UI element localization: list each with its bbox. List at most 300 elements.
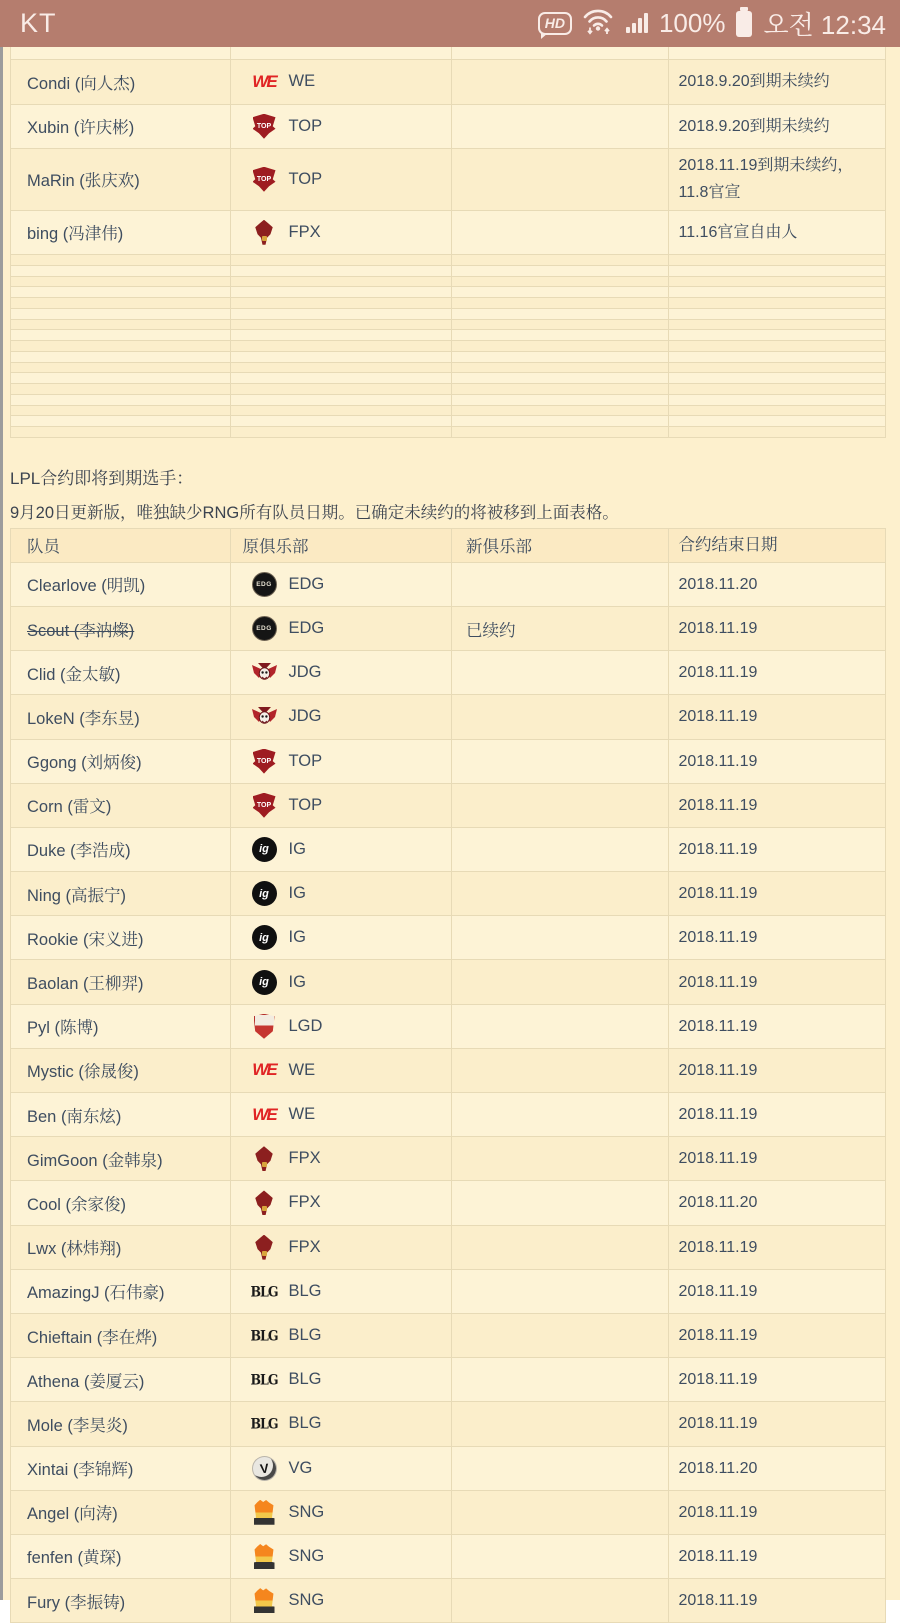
table-row xyxy=(11,695,885,739)
empty-table-row xyxy=(11,255,885,266)
confirmed-unrenewed-table xyxy=(10,47,886,438)
contract-end-cell xyxy=(669,105,885,149)
table-row xyxy=(11,563,885,607)
empty-cell xyxy=(11,384,231,394)
status-bar xyxy=(0,0,900,47)
player-name-cell xyxy=(11,916,231,959)
team-abbrev: FPX xyxy=(288,222,321,241)
empty-cell xyxy=(11,406,231,416)
empty-cell xyxy=(11,341,231,351)
new-club-cell xyxy=(452,563,669,606)
empty-table-row xyxy=(11,330,885,341)
contract-end-cell xyxy=(669,1535,885,1578)
contract-end-text: 2018.11.19 xyxy=(678,752,758,770)
contract-end-text: 2018.11.19 xyxy=(678,1061,758,1079)
table-row xyxy=(11,1402,885,1446)
page-scroll-area[interactable] xyxy=(0,47,900,1623)
battery-icon xyxy=(736,11,752,37)
sng-logo-icon xyxy=(251,1499,278,1526)
table-row xyxy=(11,916,885,960)
top-logo-icon: TOP xyxy=(251,748,278,775)
empty-table-row xyxy=(11,373,885,384)
table-row xyxy=(11,1535,885,1579)
contract-end-cell xyxy=(669,1491,885,1534)
empty-cell xyxy=(669,395,885,405)
player-name-cell xyxy=(11,651,231,694)
new-club-cell xyxy=(452,1579,669,1622)
player-name-cell xyxy=(11,1402,231,1445)
player-name: Fury (李振铸) xyxy=(27,1593,126,1612)
table-row xyxy=(11,872,885,916)
team-abbrev: TOP xyxy=(288,795,323,814)
player-name: Chieftain (李在烨) xyxy=(27,1328,158,1347)
contract-end-text: 2018.11.19 xyxy=(678,1371,758,1389)
contract-end-text: 2018.11.20 xyxy=(678,1194,758,1212)
team-abbrev: FPX xyxy=(288,1149,321,1168)
former-club-cell xyxy=(231,916,453,959)
former-club-cell xyxy=(231,1402,453,1445)
blg-logo-icon: BLG xyxy=(250,1282,278,1300)
empty-cell xyxy=(11,277,231,287)
table-row xyxy=(11,784,885,828)
new-club-cell xyxy=(452,1447,669,1490)
contract-end-cell xyxy=(669,211,885,255)
contract-end-text: 2018.11.19 xyxy=(678,1547,758,1565)
contract-end-cell xyxy=(669,607,885,650)
team-abbrev: SNG xyxy=(288,1502,325,1521)
table-row xyxy=(11,1093,885,1137)
new-club-cell xyxy=(452,211,669,255)
new-club-cell xyxy=(452,1358,669,1401)
contract-end-text: 2018.11.19 xyxy=(678,1592,758,1610)
contract-end-text: 2018.11.19 xyxy=(678,708,758,726)
fpx-logo-icon xyxy=(251,1145,278,1172)
player-name-cell xyxy=(11,828,231,871)
contract-end-text: 2018.11.19 xyxy=(678,929,758,947)
player-name-cell xyxy=(11,1491,231,1534)
new-club-cell xyxy=(452,1491,669,1534)
former-club-cell xyxy=(231,211,453,255)
empty-cell xyxy=(11,352,231,362)
new-club-cell xyxy=(452,695,669,738)
team-abbrev: LGD xyxy=(288,1016,323,1035)
contract-end-column-header xyxy=(669,529,885,562)
contract-end-text: 2018.9.20到期未续约 xyxy=(678,117,830,135)
contract-end-cell xyxy=(669,740,885,783)
contract-end-text: 2018.11.19 xyxy=(678,1150,758,1168)
former-club-cell xyxy=(231,1314,453,1357)
empty-cell xyxy=(11,363,231,373)
player-name-cell xyxy=(11,1226,231,1269)
player-name-cell xyxy=(11,1447,231,1490)
former-club-cell xyxy=(231,105,453,149)
empty-table-row xyxy=(11,309,885,320)
empty-cell xyxy=(231,266,453,276)
hd-label: HD xyxy=(544,15,565,31)
we-logo-icon: WE xyxy=(252,71,276,91)
player-name-cell xyxy=(11,960,231,1003)
contract-end-cell xyxy=(669,1093,885,1136)
team-abbrev: TOP xyxy=(288,751,323,770)
empty-cell xyxy=(669,320,885,330)
empty-cell xyxy=(669,373,885,383)
contract-end-text: 2018.11.19到期未续约，11.8官宣 xyxy=(678,157,854,202)
empty-cell xyxy=(231,363,453,373)
empty-cell xyxy=(231,406,453,416)
former-club-cell xyxy=(231,563,453,606)
table-row xyxy=(11,828,885,872)
table-row xyxy=(11,1181,885,1225)
team-abbrev: FPX xyxy=(288,1237,321,1256)
top-logo-icon: TOP xyxy=(251,166,278,193)
contract-end-text: 2018.11.19 xyxy=(678,1106,758,1124)
player-name: Rookie (宋义进) xyxy=(27,930,144,949)
column-header-label: 原俱乐部 xyxy=(242,538,309,557)
former-club-cell xyxy=(231,1491,453,1534)
empty-cell xyxy=(231,287,453,297)
team-abbrev: IG xyxy=(288,839,306,858)
contract-end-text: 2018.11.19 xyxy=(678,973,758,991)
former-club-cell xyxy=(231,740,453,783)
player-name: Lwx (林炜翔) xyxy=(27,1240,122,1259)
column-header-label: 合约结束日期 xyxy=(678,535,778,554)
former-club-cell xyxy=(231,1447,453,1490)
empty-cell xyxy=(452,255,669,265)
empty-cell xyxy=(669,298,885,308)
player-name-cell xyxy=(11,740,231,783)
contract-end-cell xyxy=(669,1358,885,1401)
team-abbrev: FPX xyxy=(288,1193,321,1212)
empty-cell xyxy=(11,255,231,265)
new-club-cell xyxy=(452,1137,669,1180)
player-name-cell xyxy=(11,1579,231,1622)
former-club-cell xyxy=(231,1579,453,1622)
player-name-cell xyxy=(11,60,231,104)
empty-table-row xyxy=(11,47,885,60)
empty-cell xyxy=(669,255,885,265)
player-name: Scout (李汭燦) xyxy=(27,621,135,640)
contract-end-cell xyxy=(669,1226,885,1269)
player-name-cell xyxy=(11,784,231,827)
player-name: AmazingJ (石伟豪) xyxy=(27,1284,165,1303)
contract-end-text: 11.16官宣自由人 xyxy=(678,223,798,241)
former-club-cell xyxy=(231,784,453,827)
player-name: Duke (李浩成) xyxy=(27,842,131,861)
player-name: Mystic (徐晟俊) xyxy=(27,1063,139,1082)
empty-cell xyxy=(11,47,231,59)
team-abbrev: IG xyxy=(288,884,306,903)
empty-table-row xyxy=(11,406,885,417)
former-club-column-header xyxy=(231,529,452,562)
team-abbrev: IG xyxy=(288,972,306,991)
ig-logo-icon: ig xyxy=(251,924,278,951)
table-row xyxy=(11,1226,885,1270)
empty-cell xyxy=(231,352,453,362)
team-abbrev: EDG xyxy=(288,619,325,638)
empty-table-row xyxy=(11,395,885,406)
status-bar-icons xyxy=(538,5,886,42)
empty-cell xyxy=(452,363,669,373)
player-name: Baolan (王柳羿) xyxy=(27,975,144,994)
contract-end-cell xyxy=(669,828,885,871)
player-name: Xintai (李锦辉) xyxy=(27,1461,134,1480)
empty-cell xyxy=(231,416,453,426)
empty-cell xyxy=(452,406,669,416)
former-club-cell xyxy=(231,1358,453,1401)
blg-logo-icon: BLG xyxy=(250,1326,278,1345)
contract-end-cell xyxy=(669,1447,885,1490)
vg-logo-icon: V xyxy=(251,1455,278,1482)
empty-cell xyxy=(452,320,669,330)
player-name: Mole (李昊炎) xyxy=(27,1416,128,1435)
lgd-logo-icon xyxy=(251,1013,278,1040)
clock: 오전 12:34 xyxy=(763,10,886,40)
empty-cell xyxy=(11,266,231,276)
player-name-cell xyxy=(11,1535,231,1578)
empty-table-row xyxy=(11,416,885,427)
player-name: fenfen (黄琛) xyxy=(27,1549,122,1568)
new-club-cell xyxy=(452,1049,669,1092)
we-logo-icon: WE xyxy=(252,1104,276,1124)
empty-cell xyxy=(231,255,453,265)
sng-logo-icon xyxy=(251,1587,278,1614)
top-logo-icon: TOP xyxy=(251,792,278,819)
contract-end-cell xyxy=(669,695,885,738)
former-club-cell xyxy=(231,607,453,650)
contract-end-cell xyxy=(669,149,885,210)
new-club-cell xyxy=(452,651,669,694)
team-abbrev: SNG xyxy=(288,1591,325,1610)
contract-end-cell xyxy=(669,872,885,915)
column-header-label: 队员 xyxy=(27,538,60,557)
empty-table-row xyxy=(11,384,885,395)
empty-cell xyxy=(452,277,669,287)
contract-end-text: 2018.11.19 xyxy=(678,1327,758,1345)
contract-end-cell xyxy=(669,1402,885,1445)
empty-cell xyxy=(231,309,453,319)
empty-cell xyxy=(11,320,231,330)
empty-cell xyxy=(669,384,885,394)
player-name-cell xyxy=(11,1049,231,1092)
new-club-cell xyxy=(452,916,669,959)
empty-cell xyxy=(669,427,885,437)
former-club-cell xyxy=(231,1049,453,1092)
player-name-cell xyxy=(11,872,231,915)
empty-table-row xyxy=(11,320,885,331)
empty-cell xyxy=(231,47,453,59)
empty-cell xyxy=(669,406,885,416)
top-logo-icon: TOP xyxy=(251,113,278,140)
former-club-cell xyxy=(231,1535,453,1578)
contract-end-text: 2018.11.19 xyxy=(678,885,758,903)
empty-cell xyxy=(452,416,669,426)
player-name: Clid (金太敏) xyxy=(27,665,121,684)
new-club-cell xyxy=(452,105,669,149)
empty-cell xyxy=(452,341,669,351)
empty-table-row xyxy=(11,341,885,352)
empty-cell xyxy=(669,341,885,351)
edg-logo-icon: EDG xyxy=(251,571,278,598)
empty-cell xyxy=(669,330,885,340)
blg-logo-icon: BLG xyxy=(250,1371,278,1389)
empty-cell xyxy=(11,298,231,308)
new-club-cell xyxy=(452,1093,669,1136)
empty-cell xyxy=(452,287,669,297)
contract-end-cell xyxy=(669,960,885,1003)
player-name-cell xyxy=(11,607,231,650)
team-abbrev: SNG xyxy=(288,1546,325,1565)
new-club-cell xyxy=(452,740,669,783)
table-row xyxy=(11,607,885,651)
contract-end-text: 2018.11.20 xyxy=(678,575,758,593)
contract-end-cell xyxy=(669,1005,885,1048)
player-name: Ben (南东炫) xyxy=(27,1107,122,1126)
table-row xyxy=(11,1270,885,1314)
battery-percent: 100% xyxy=(658,8,726,38)
table-header-row xyxy=(11,528,885,563)
table-row xyxy=(11,1049,885,1093)
new-club-cell xyxy=(452,1005,669,1048)
section-title: LPL合约即将到期选手： xyxy=(10,468,194,488)
empty-cell xyxy=(669,277,885,287)
table-row xyxy=(11,211,885,256)
empty-cell xyxy=(669,47,885,59)
player-name: Ning (高振宁) xyxy=(27,886,127,905)
contract-end-text: 2018.11.19 xyxy=(678,1503,758,1521)
player-name: LokeN (李东昱) xyxy=(27,709,140,728)
empty-cell xyxy=(669,363,885,373)
sng-logo-icon xyxy=(251,1543,278,1570)
table-row xyxy=(11,149,885,211)
empty-cell xyxy=(452,309,669,319)
team-abbrev: WE xyxy=(288,1060,316,1079)
empty-cell xyxy=(669,309,885,319)
contract-end-cell xyxy=(669,563,885,606)
player-name-cell xyxy=(11,211,231,255)
new-club-cell xyxy=(452,1535,669,1578)
table-row xyxy=(11,1005,885,1049)
jdg-logo-icon xyxy=(251,703,278,730)
contract-end-cell xyxy=(669,916,885,959)
section-subtitle: 9月20日更新版，唯独缺少RNG所有队员日期。已确定未续约的将被移到上面表格。 xyxy=(10,503,619,522)
team-abbrev: BLG xyxy=(288,1414,322,1433)
fpx-logo-icon xyxy=(251,219,278,246)
former-club-cell xyxy=(231,1137,453,1180)
table-row xyxy=(11,1314,885,1358)
player-name: GimGoon (金韩泉) xyxy=(27,1151,163,1170)
empty-cell xyxy=(669,266,885,276)
new-club-cell xyxy=(452,960,669,1003)
team-abbrev: WE xyxy=(288,72,316,91)
empty-cell xyxy=(11,416,231,426)
empty-cell xyxy=(452,395,669,405)
empty-cell xyxy=(231,341,453,351)
new-club-cell xyxy=(452,828,669,871)
former-club-cell xyxy=(231,1093,453,1136)
empty-cell xyxy=(452,373,669,383)
team-abbrev: TOP xyxy=(288,169,323,188)
new-club-cell xyxy=(452,1270,669,1313)
player-name-cell xyxy=(11,1181,231,1224)
table-row xyxy=(11,1447,885,1491)
empty-cell xyxy=(231,320,453,330)
player-name: Cool (余家俊) xyxy=(27,1195,127,1214)
contract-end-text: 2018.11.20 xyxy=(678,1459,758,1477)
expiring-contracts-table xyxy=(10,528,886,1623)
empty-cell xyxy=(11,427,231,437)
player-name: MaRin (张庆欢) xyxy=(27,172,140,191)
fpx-logo-icon xyxy=(251,1189,278,1216)
player-name: Xubin (许庆彬) xyxy=(27,119,135,138)
team-abbrev: IG xyxy=(288,928,306,947)
former-club-cell xyxy=(231,960,453,1003)
empty-cell xyxy=(231,330,453,340)
team-abbrev: VG xyxy=(288,1458,313,1477)
new-club-label: 已续约 xyxy=(466,621,516,640)
new-club-cell xyxy=(452,149,669,210)
ig-logo-icon: ig xyxy=(251,969,278,996)
team-abbrev: EDG xyxy=(288,574,325,593)
team-abbrev: BLG xyxy=(288,1326,322,1345)
empty-cell xyxy=(11,330,231,340)
team-abbrev: TOP xyxy=(288,116,323,135)
contract-end-cell xyxy=(669,1314,885,1357)
player-name: Angel (向涛) xyxy=(27,1505,118,1524)
contract-end-text: 2018.9.20到期未续约 xyxy=(678,73,830,91)
empty-cell xyxy=(231,384,453,394)
empty-table-row xyxy=(11,363,885,374)
new-club-cell xyxy=(452,1402,669,1445)
team-abbrev: JDG xyxy=(288,707,322,726)
contract-end-text: 2018.11.19 xyxy=(678,1415,758,1433)
new-club-cell xyxy=(452,607,669,650)
empty-cell xyxy=(452,266,669,276)
empty-table-row xyxy=(11,298,885,309)
team-abbrev: BLG xyxy=(288,1281,322,1300)
new-club-cell xyxy=(452,1226,669,1269)
signal-strength-icon xyxy=(626,8,650,39)
empty-cell xyxy=(11,309,231,319)
contract-end-cell xyxy=(669,651,885,694)
player-name: Athena (姜厦云) xyxy=(27,1372,145,1391)
empty-cell xyxy=(231,277,453,287)
we-logo-icon: WE xyxy=(252,1060,276,1080)
former-club-cell xyxy=(231,651,453,694)
carrier-label: KT xyxy=(20,8,57,38)
empty-cell xyxy=(231,298,453,308)
empty-table-row xyxy=(11,427,885,438)
contract-end-text: 2018.11.19 xyxy=(678,796,758,814)
empty-table-row xyxy=(11,266,885,277)
former-club-cell xyxy=(231,828,453,871)
player-name: Condi (向人杰) xyxy=(27,74,136,93)
empty-cell xyxy=(452,352,669,362)
table-row xyxy=(11,1358,885,1402)
player-name-cell xyxy=(11,1137,231,1180)
contract-end-cell xyxy=(669,1579,885,1622)
empty-cell xyxy=(452,47,669,59)
player-name: Clearlove (明凯) xyxy=(27,577,146,596)
empty-cell xyxy=(231,395,453,405)
player-name-cell xyxy=(11,149,231,210)
team-abbrev: BLG xyxy=(288,1370,322,1389)
team-abbrev: JDG xyxy=(288,663,322,682)
table-row xyxy=(11,1491,885,1535)
empty-table-row xyxy=(11,287,885,298)
former-club-cell xyxy=(231,1226,453,1269)
empty-cell xyxy=(452,427,669,437)
empty-cell xyxy=(669,352,885,362)
